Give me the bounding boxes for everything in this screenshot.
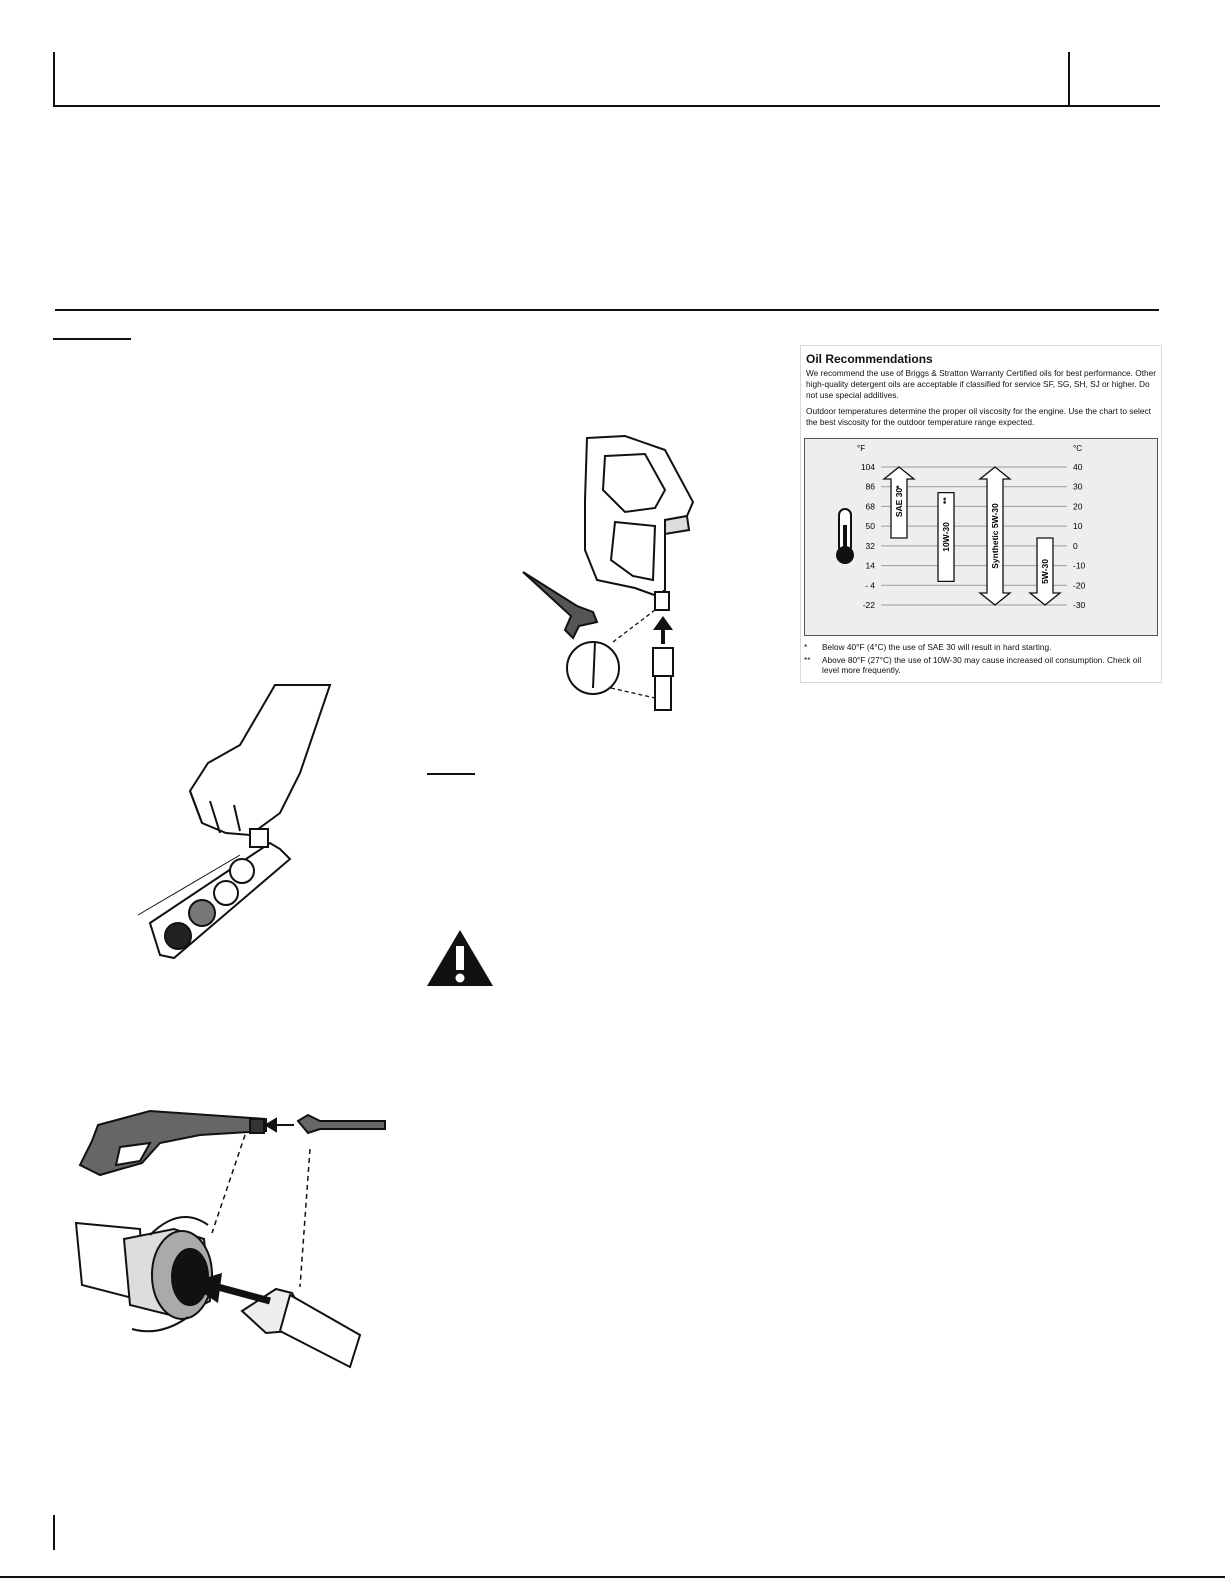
chart-tick-fahrenheit: -22 [862,600,875,610]
chart-tick-fahrenheit: - 4 [865,580,875,591]
oil-recommendations-paragraph-2: Outdoor temperatures determine the proper oil viscosity for the engine. Use the chart to select the best viscosity for the outdoor temperature range expected. [806,406,1151,427]
oil-recommendations-paragraph-1: We recommend the use of Briggs & Stratton Warranty Certified oils for best performance. Other high-quality detergent oils are acceptable if classified for service SF, SG, SH, SJ or higher. Do not use special additives. [806,368,1156,400]
chart-band-mark: ** [941,497,951,504]
chart-band-label: 5W-30 [1040,559,1050,584]
chart-tick-fahrenheit: 14 [865,560,875,571]
warning-icon [425,928,495,988]
wand-gun-connection-illustration [70,1105,390,1370]
chart-left-unit: °F [857,444,866,453]
footnote-1-text: Below 40°F (4°C) the use of SAE 30 will result in hard starting. [822,642,1052,652]
chart-tick-celsius: 40 [1073,462,1083,472]
oil-viscosity-chart [804,438,1158,636]
chart-tick-celsius: 30 [1073,481,1083,492]
footnote-1-mark: * [804,642,808,652]
section-divider [55,309,1159,311]
header-bottom-rule [53,105,1160,107]
oil-viscosity-chart-svg [805,439,1157,635]
thermometer-level-icon [843,525,847,553]
chart-band-mark: * [894,485,904,489]
footer-bottom-rule [0,1576,1225,1578]
oil-recommendations-title: Oil Recommendations [806,352,933,366]
chart-band-label: Synthetic 5W-30 [990,503,1000,569]
chart-tick-celsius: -20 [1073,580,1086,591]
chart-tick-celsius: -30 [1073,600,1086,610]
header-right-rule [1068,52,1070,107]
heading-underline-left [53,338,131,340]
heading-underline-middle [427,773,475,775]
chart-tick-celsius: 10 [1073,521,1083,532]
chart-right-unit: °C [1073,444,1082,453]
footnote-2-mark: ** [804,655,811,665]
header-left-rule [53,52,55,107]
chart-band-label: 10W-30 [941,522,951,552]
chart-tick-fahrenheit: 86 [865,481,875,492]
oil-recommendations-panel [800,345,1162,683]
hand-nozzle-holder-illustration [130,683,340,968]
chart-tick-fahrenheit: 50 [865,521,875,532]
chart-band-label: SAE 30 [894,487,904,518]
chart-tick-celsius: 20 [1073,501,1083,512]
chart-tick-fahrenheit: 32 [865,540,875,551]
spray-gun-quick-connect-illustration [515,430,755,720]
footnote-2-text: Above 80°F (27°C) the use of 10W-30 may cause increased oil consumption. Check oil level more frequently. [822,655,1142,675]
chart-tick-fahrenheit: 104 [860,462,875,472]
chart-tick-celsius: -10 [1073,560,1086,571]
footer-left-rule [53,1515,55,1550]
chart-tick-fahrenheit: 68 [865,501,875,512]
chart-tick-celsius: 0 [1073,540,1078,551]
